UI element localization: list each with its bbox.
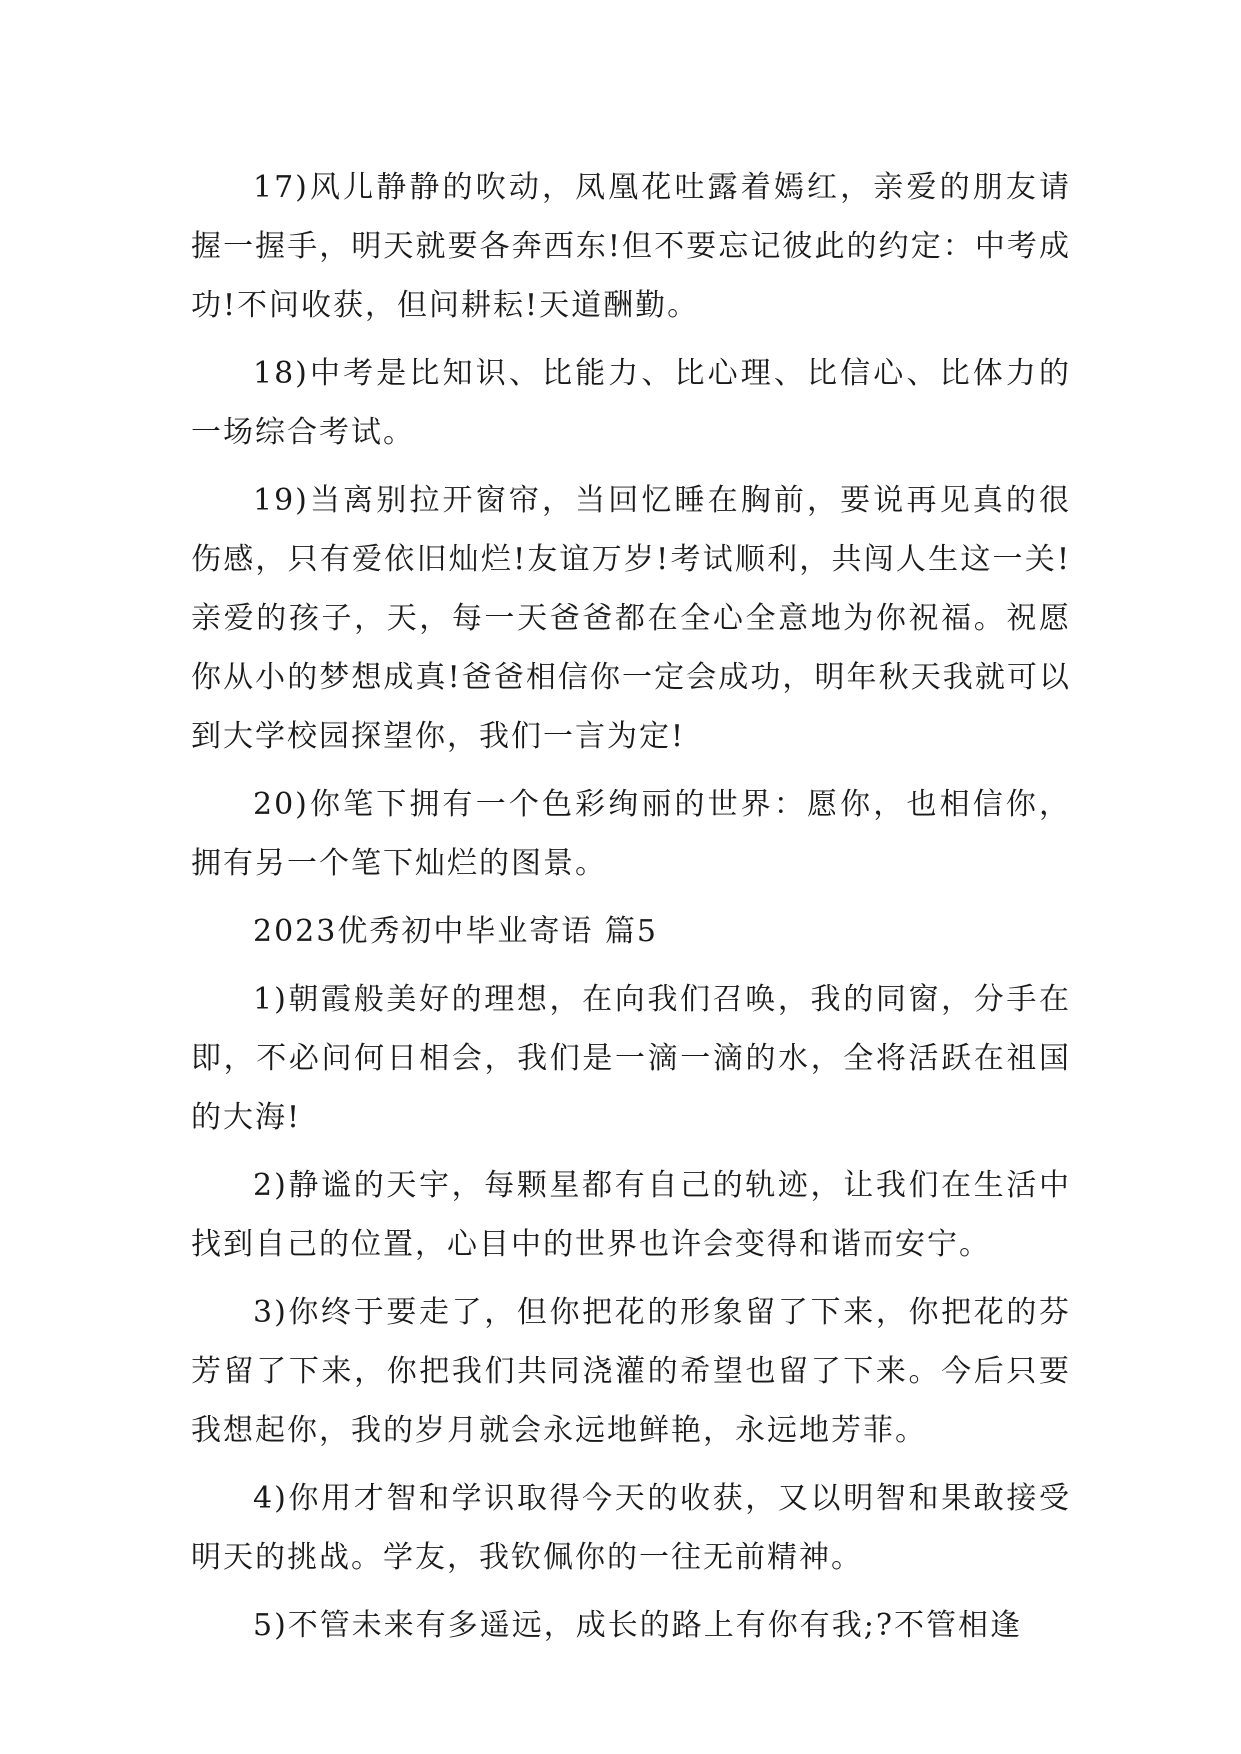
section-paragraph-4: 4)你用才智和学识取得今天的收获，又以明智和果敢接受明天的挑战。学友，我钦佩你的一往无前精神。 [191, 1481, 1071, 1575]
paragraph-20: 20)你笔下拥有一个色彩绚丽的世界：愿你，也相信你，拥有另一个笔下灿烂的图景。 [191, 787, 1071, 881]
paragraph-19: 19)当离别拉开窗帘，当回忆睡在胸前，要说再见真的很伤感，只有爱依旧灿烂!友谊万岁!考试顺利，共闯人生这一关!亲爱的孩子，天，每一天爸爸都在全心全意地为你祝福。祝愿你从小的梦想成真!爸爸相信你一定会成功，明年秋天我就可以到大学校园探望你，我们一言为定! [191, 483, 1071, 754]
section-paragraph-1: 1)朝霞般美好的理想，在向我们召唤，我的同窗，分手在即，不必问何日相会，我们是一滴一滴的水，全将活跃在祖国的大海! [191, 982, 1071, 1135]
section-paragraph-5: 5)不管未来有多遥远，成长的路上有你有我;?不管相逢 [253, 1608, 1022, 1643]
paragraph-18: 18)中考是比知识、比能力、比心理、比信心、比体力的一场综合考试。 [191, 356, 1071, 450]
document-body [191, 158, 1071, 1664]
paragraph-17: 17)风儿静静的吹动，凤凰花吐露着嫣红，亲爱的朋友请握一握手，明天就要各奔西东!但不要忘记彼此的约定：中考成功!不问收获，但问耕耘!天道酬勤。 [191, 170, 1071, 323]
section-paragraph-2: 2)静谧的天宇，每颗星都有自己的轨迹，让我们在生活中找到自己的位置，心目中的世界也许会变得和谐而安宁。 [191, 1168, 1071, 1262]
section-heading: 2023优秀初中毕业寄语 篇5 [253, 914, 658, 949]
section-paragraph-3: 3)你终于要走了，但你把花的形象留了下来，你把花的芬芳留了下来，你把我们共同浇灌的希望也留了下来。今后只要我想起你，我的岁月就会永远地鲜艳，永远地芳菲。 [191, 1295, 1071, 1448]
